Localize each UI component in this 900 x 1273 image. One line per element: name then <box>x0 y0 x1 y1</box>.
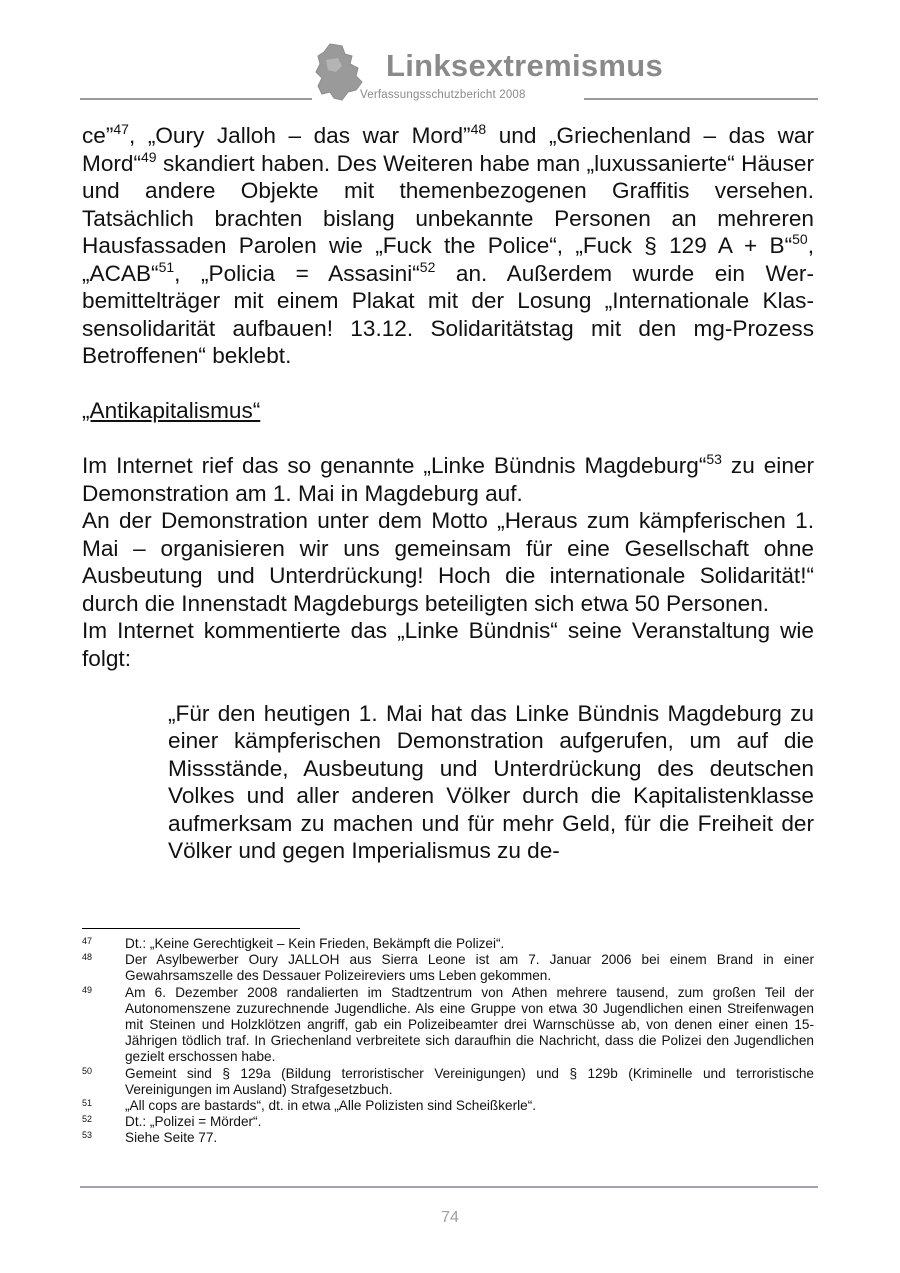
paragraph-comment-intro: Im Internet kommentierte das „Linke Bündnis“ seine Veranstaltung wie folgt: <box>82 618 814 671</box>
footnote-number: 49 <box>82 984 93 995</box>
footnote-48 <box>82 952 814 984</box>
footnote-49 <box>82 985 814 1066</box>
footnote-text: Am 6. Dezember 2008 randalierten im Stadtzentrum von Athen mehrere tausend, zum großen Teil der Autonomenszene zuzurechnende Jugendliche. Als eine Gruppe von etwa 30 Jugendlichen einen Streifenwagen mit Steinen und Holzklötzen angriff, gab ein Polizeibeamter drei Warnschüsse ab, von denen einer einen 15-Jährigen tödlich traf. In Griechenland verbreitete sich daraufhin die Nachricht, dass die Polizei den Jugendlichen gezielt erschossen habe. <box>125 984 814 1065</box>
footnote-ref-52[interactable]: 52 <box>419 258 436 275</box>
footnote-number: 48 <box>82 952 93 963</box>
text-segment: , „Oury Jalloh – das war Mord” <box>128 123 471 148</box>
footnote-text: Der Asylbewerber Oury JALLOH aus Sierra Leone ist am 7. Januar 2006 bei einem Brand in einer Gewahrsamszelle des Dessauer Polizeireviers ums Leben gekommen. <box>125 952 814 984</box>
footer-rule <box>80 1186 818 1188</box>
footnote-ref-49[interactable]: 49 <box>141 148 157 165</box>
text-segment: Im Internet rief das so genannte „Linke Bündnis Magdeburg“ <box>82 453 707 478</box>
footnote-text: Dt.: „Keine Gerechtigkeit – Kein Frieden, Bekämpft die Polizei“. <box>125 936 505 951</box>
footnote-text: Siehe Seite 77. <box>125 1130 218 1146</box>
footnote-number: 51 <box>82 1098 93 1109</box>
main-content <box>82 122 814 865</box>
footnote-ref-47[interactable]: 47 <box>113 121 129 137</box>
paragraph-demonstration: An der Demonstration unter dem Motto „Heraus zum kämpferischen 1. Mai – organisieren wir uns gemeinsam für eine Gesellschaft ohne Ausbeutung und Unterdrückung! Hoch die internationale Solidarität!“ durch die Innenstadt Magdeburgs beteiligten sich etwa 50 Personen. <box>82 508 814 616</box>
footnote-number: 50 <box>82 1065 93 1076</box>
footnote-separator <box>82 928 300 929</box>
text-segment: zu einer Demonstration am 1. Mai in Magdeburg auf. <box>82 453 814 506</box>
footnote-text: Gemeint sind § 129a (Bildung terroristischer Vereinigungen) und § 129b (Kriminelle und terroristische Vereinigungen im Ausland) Strafgesetzbuch. <box>125 1065 814 1097</box>
footnote-47 <box>82 936 814 952</box>
paragraph-internet-call <box>82 452 814 507</box>
footnote-number: 52 <box>82 1114 93 1125</box>
footnote-text: Dt.: „Polizei = Mörder“. <box>125 1114 262 1130</box>
header-rule-left <box>80 98 312 100</box>
header-subtitle: Verfassungsschutzbericht 2008 <box>360 89 526 101</box>
spacer <box>82 425 814 453</box>
footnote-ref-48[interactable]: 48 <box>470 121 487 137</box>
header-title: Linksextremismus <box>386 48 664 83</box>
footnote-number: 47 <box>82 936 93 946</box>
text-segment: ce” <box>82 123 114 148</box>
footnote-ref-50[interactable]: 50 <box>792 231 808 247</box>
text-segment: an. Außerdem wurde ein Werbemittelträger mit einem Plakat mit der Losung „Internationale Klassensolidarität aufbauen! 13.12. Solidaritätstag mit den mg-Prozess Betroffenen“ beklebt. <box>82 260 814 368</box>
footnote-ref-53[interactable]: 53 <box>706 451 722 467</box>
spacer <box>82 370 814 398</box>
text-segment: , „ACAB“ <box>82 233 814 286</box>
footnote-ref-51[interactable]: 51 <box>158 258 175 275</box>
section-heading: „Antikapitalismus“ <box>82 398 261 423</box>
footnote-52 <box>82 1114 814 1130</box>
text-segment: , „Policia = Assasini“ <box>174 260 420 286</box>
paragraph-graffiti <box>82 122 814 370</box>
spacer <box>82 672 814 700</box>
block-quote: „Für den heutigen 1. Mai hat das Linke Bündnis Magdeburg zu einer kämpferischen Demonstration aufgerufen, um auf die Missstände, Ausbeutung und Unterdrückung des deutschen Volkes und aller anderen Völker durch die Kapitalistenklasse aufmerksam zu machen und für mehr Geld, für die Freiheit der Völker und gegen Imperialismus zu de- <box>168 700 814 863</box>
header-rule-right <box>584 98 818 100</box>
text-segment: skandiert haben. Des Weiteren habe man „luxussanierte“ Häuser und andere Objekte mit themenbezogenen Graffitis versehen. Tatsächlich brachten bislang unbekannte Personen an mehreren Hausfassaden Parolen wie „Fuck the Police“, „Fuck § 129 A + B“ <box>82 150 814 258</box>
page-number: 74 <box>441 1209 459 1226</box>
footnotes <box>82 936 814 1147</box>
footnote-51 <box>82 1098 814 1114</box>
text-segment: und „Griechenland – das war Mord“ <box>82 123 815 176</box>
footnote-number: 53 <box>82 1130 93 1141</box>
page-header <box>80 40 818 110</box>
footnote-53 <box>82 1130 814 1146</box>
footnote-50 <box>82 1066 814 1098</box>
state-map-logo-icon <box>312 42 364 104</box>
footnote-text: „All cops are bastards“, dt. in etwa „Alle Polizisten sind Scheißkerle“. <box>125 1098 536 1114</box>
